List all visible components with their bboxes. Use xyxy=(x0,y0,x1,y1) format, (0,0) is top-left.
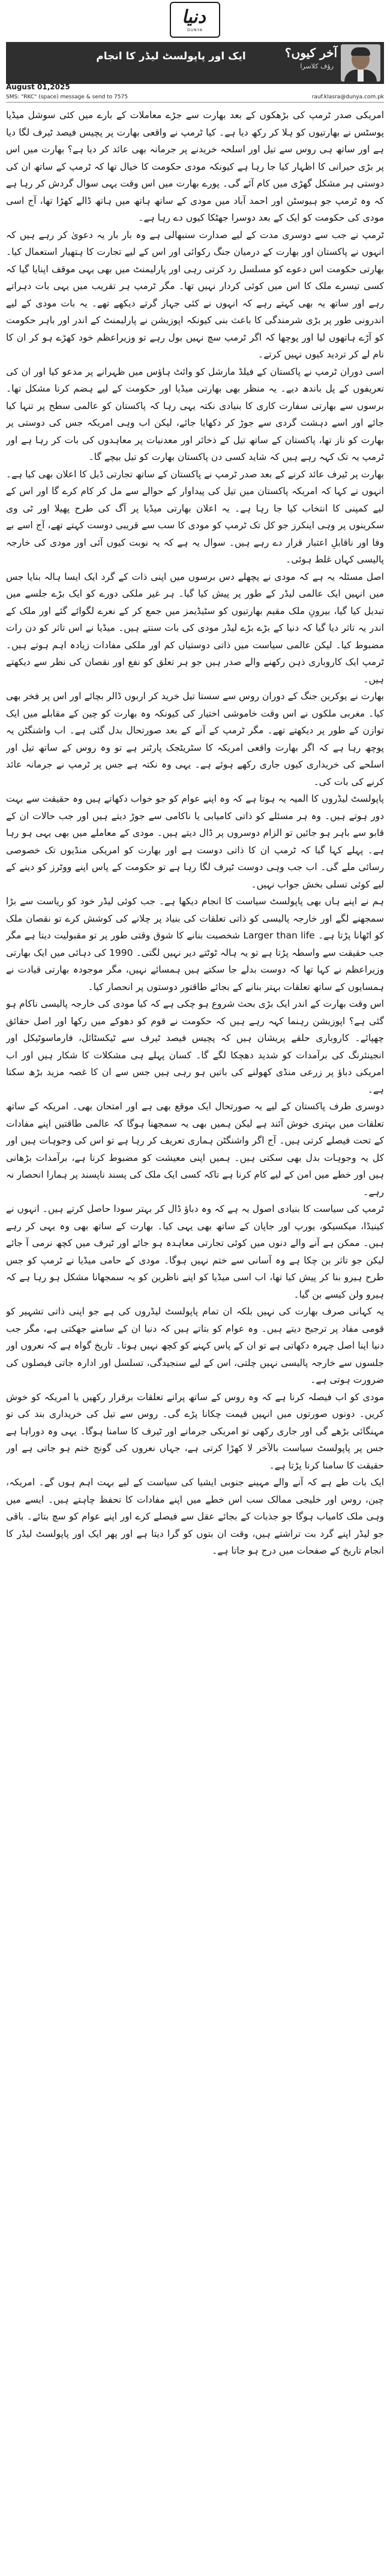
column-name: آخر کیوں؟ xyxy=(284,46,337,60)
paragraph: اس وقت بھارت کے اندر ایک بڑی بحث شروع ہو چکی ہے کہ کیا مودی کی خارجہ پالیسی ناکام ہو گئی ہے؟ اپوزیشن رہنما کہہ رہے ہیں کہ حکومت نے قوم کو دھوکے میں رکھا اور اصل حقائق چھپائے۔ کاروباری حلقے پریشان ہیں کہ پچیس فیصد ٹیرف سے ٹیکسٹائل، فارماسوٹیکل اور انجینئرنگ کی برآمدات کو شدید دھچکا لگے گا۔ کسان پہلے ہی مشکلات کا شکار ہیں اور اب امریکی دباؤ پر زرعی منڈی کھولنے کی باتیں ہو رہی ہیں جس سے ان کا غصہ مزید بڑھ سکتا ہے۔ xyxy=(6,998,384,1095)
paragraph: ٹرمپ کی سیاست کا بنیادی اصول یہ ہے کہ وہ دباؤ ڈال کر بہتر سودا حاصل کرتے ہیں۔ انہوں نے کینیڈا، میکسیکو، یورپ اور جاپان کے ساتھ بھی یہی کیا۔ بھارت کے ساتھ بھی وہ یہی کر رہے ہیں۔ ممکن ہے آنے والے دنوں میں کوئی تجارتی معاہدہ ہو جائے اور ٹیرف میں کچھ نرمی آ جائے لیکن جو تاثر بن چکا ہے وہ آسانی سے ختم نہیں ہوگا۔ مودی کے حامی میڈیا نے ٹرمپ کو جس طرح ہیرو بنا کر پیش کیا تھا، اب اسی میڈیا کو اپنے ناظرین کو یہ سمجھانا مشکل ہو رہا ہے کہ ہیرو ولن کیسے بن گیا۔ xyxy=(6,1203,384,1300)
paragraph: اصل مسئلہ یہ ہے کہ مودی نے پچھلے دس برسوں میں اپنی ذات کے گرد ایک ایسا ہالہ بنایا جس میں انہیں ایک عالمی لیڈر کے طور پر پیش کیا گیا۔ ہر غیر ملکی دورے کو ایک بڑے جلسے میں تبدیل کیا گیا، بیرونِ ملک مقیم بھارتیوں کو سٹیڈیمز میں جمع کر کے نعرے لگوائے گئے اور ملک کے اندر یہ تاثر دیا گیا کہ دنیا کے بڑے بڑے لیڈر مودی کی بات سنتے ہیں۔ میڈیا نے اس تاثر کو دن رات مضبوط کیا۔ لیکن عالمی سیاست میں ذاتی دوستیاں کم اور ملکی مفادات زیادہ اہم ہوتے ہیں۔ ٹرمپ ایک کاروباری ذہن رکھنے والے صدر ہیں جو ہر تعلق کو نفع اور نقصان کی نظر سے دیکھتے ہیں۔ xyxy=(6,571,384,685)
paragraph: امریکی صدر ٹرمپ کی بڑھکوں کے بعد بھارت سے جڑے معاملات کے بارے میں کئی سوشل میڈیا پوسٹس نے بھارتیوں کو ہلا کر رکھ دیا ہے۔ کیا ٹرمپ نے واقعی بھارت پر پچیس فیصد ٹیرف لگا دیا ہے اور ساتھ ہی روس سے تیل اور اسلحہ خریدنے پر جرمانہ بھی عائد کر دیا ہے؟ بھارت میں اس پر بڑی حیرانی کا اظہار کیا جا رہا ہے کیونکہ مودی حکومت کا خیال تھا کہ ٹرمپ کے ساتھ ان کی دوستی ہر مشکل گھڑی میں کام آئے گی۔ پورے بھارت میں اس وقت یہی سوال گردش کر رہا ہے کہ وہ ٹرمپ جو ہیوسٹن اور احمد آباد میں مودی کے ساتھ ہاتھ میں ہاتھ ڈالے کھڑا تھا، آج اسی مودی کی حکومت کو ایک کے بعد دوسرا جھٹکا کیوں دے رہا ہے۔ xyxy=(6,110,384,223)
paragraph: اسی دوران ٹرمپ نے پاکستان کے فیلڈ مارشل کو وائٹ ہاؤس میں ظہرانے پر مدعو کیا اور ان کی تعریفوں کے پل باندھ دیے۔ یہ منظر بھی بھارتی میڈیا اور حکومت کے لیے ہضم کرنا مشکل تھا۔ برسوں سے بھارتی سفارت کاری کا بنیادی نکتہ یہی رہا کہ پاکستان کو عالمی سطح پر تنہا کیا جائے اور اسے دہشت گردی سے جوڑ کر دکھایا جائے، لیکن اب وہی امریکہ جس کی دوستی پر بھارت کو ناز تھا، پاکستان کے ساتھ تیل کے ذخائر اور معدنیات پر معاہدوں کی بات کر رہا ہے اور ٹرمپ یہ تک کہہ رہے ہیں کہ شاید کسی دن پاکستان بھارت کو تیل بیچے گا۔ xyxy=(6,366,384,462)
column-header xyxy=(6,42,384,84)
logo-tagline: DUNYA xyxy=(187,28,203,32)
paragraph: مودی کو اب فیصلہ کرنا ہے کہ وہ روس کے ساتھ پرانے تعلقات برقرار رکھیں یا امریکہ کو خوش کریں۔ دونوں صورتوں میں انہیں قیمت چکانا پڑے گی۔ روس سے تیل کی خریداری بند کی تو مہنگائی بڑھے گی اور جاری رکھی تو امریکی جرمانے اور ٹیرف کا سامنا ہوگا۔ یہی وہ دوراہا ہے جس پر پاپولسٹ سیاست بالآخر لا کھڑا کرتی ہے، جہاں نعروں کی گونج ختم ہو جاتی ہے اور حقیقت کا سامنا کرنا پڑتا ہے۔ xyxy=(6,1391,384,1471)
columnist-name: رؤف کلاسرا xyxy=(300,62,334,70)
paragraph: بھارت پر ٹیرف عائد کرنے کے بعد صدر ٹرمپ نے پاکستان کے ساتھ تجارتی ڈیل کا اعلان بھی کیا ہے۔ انہوں نے کہا کہ امریکہ پاکستان میں تیل کی پیداوار کے حوالے سے مل کر کام کرے گا اور اس کے لیے کمپنی کا انتخاب کیا جا رہا ہے۔ یہ اعلان بھارتی میڈیا پر آگ کی طرح پھیلا اور ٹی وی سکرینوں پر وہی اینکرز جو کل تک ٹرمپ کو مودی کا سب سے قریبی دوست کہتے تھے، آج اسے بے وفا اور ناقابلِ اعتبار قرار دے رہے ہیں۔ سوال یہ ہے کہ یہ نوبت کیوں آئی اور مودی کی خارجہ پالیسی کہاں غلط ہوئی۔ xyxy=(6,468,384,565)
logo-script: دنیا xyxy=(181,6,209,28)
columnist-photo xyxy=(341,44,380,82)
publish-date: August 01,2025 xyxy=(6,83,70,91)
contact-strip xyxy=(6,92,384,103)
article-body xyxy=(6,107,384,2570)
paragraph: بھارت نے یوکرین جنگ کے دوران روس سے سستا تیل خرید کر اربوں ڈالر بچائے اور اس پر فخر بھی کیا۔ مغربی ملکوں نے اس وقت خاموشی اختیار کی کیونکہ وہ بھارت کو چین کے مقابلے میں ایک توازن کے طور پر دیکھتے تھے۔ مگر ٹرمپ کے آنے کے بعد صورتحال بدل گئی ہے۔ اب واشنگٹن یہ پوچھ رہا ہے کہ اگر بھارت واقعی امریکہ کا سٹریٹجک پارٹنر ہے تو وہ روس کے ساتھ تیل اور اسلحے کی خریداری کیوں جاری رکھے ہوئے ہے۔ یہی وہ نکتہ ہے جس پر ٹرمپ نے جرمانہ عائد کرنے کی بات کی۔ xyxy=(6,691,384,787)
paragraph: دوسری طرف پاکستان کے لیے یہ صورتحال ایک موقع بھی ہے اور امتحان بھی۔ امریکہ کے ساتھ تعلقات میں بہتری خوش آئند ہے لیکن ہمیں بھی یہ سمجھنا ہوگا کہ عالمی طاقتیں اپنے مفادات کے تحت فیصلے کرتی ہیں۔ آج اگر واشنگٹن ہماری تعریف کر رہا ہے تو اس کی وجوہات ہیں اور کل یہ وجوہات بدل بھی سکتی ہیں۔ ہمیں اپنی معیشت کو مضبوط کرنا ہے، برآمدات بڑھانی ہیں اور خطے میں امن کے لیے کام کرنا ہے تاکہ کسی ایک ملک کی پسند ناپسند پر ہمارا انحصار نہ رہے۔ xyxy=(6,1101,384,1197)
sms-line: SMS: "RKC" (space) message & send to 7575 xyxy=(6,94,128,100)
newspaper-logo xyxy=(170,2,220,38)
paragraph: ٹرمپ نے جب سے دوسری مدت کے لیے صدارت سنبھالی ہے وہ بار بار یہ دعویٰ کر رہے ہیں کہ انہوں نے پاکستان اور بھارت کے درمیان جنگ رکوائی اور اس کے لیے تجارت کا ہتھیار استعمال کیا۔ بھارتی حکومت اس دعوے کو مسلسل رد کرتی رہی اور پارلیمنٹ میں بھی یہی موقف اپنایا گیا کہ کسی تیسرے ملک کا اس میں کوئی کردار نہیں تھا۔ مگر ٹرمپ ہر تقریب میں یہی بات دہراتے رہے اور ساتھ یہ بھی کہتے رہے کہ انہوں نے کئی جہاز گرتے دیکھے تھے۔ یہ بات مودی کے لیے اندرونی طور پر بڑی شرمندگی کا باعث بنی کیونکہ اپوزیشن نے پارلیمنٹ کے اندر اور باہر حکومت کو آڑے ہاتھوں لیا اور پوچھا کہ اگر ٹرمپ سچ نہیں بول رہے تو وزیراعظم خود کھڑے ہو کر ان کا نام لے کر تردید کیوں نہیں کرتے۔ xyxy=(6,229,384,360)
paragraph: ہم نے اپنے ہاں بھی پاپولسٹ سیاست کا انجام دیکھا ہے۔ جب کوئی لیڈر خود کو ریاست سے بڑا سمجھنے لگے اور خارجہ پالیسی کو ذاتی تعلقات کی بنیاد پر چلانے کی کوشش کرے تو نقصان ملک کو اٹھانا پڑتا ہے۔ Larger than life شخصیت بنانے کا شوق وقتی طور پر تو مقبولیت دیتا ہے مگر جب حقیقت سے واسطہ پڑتا ہے تو یہ ہالہ ٹوٹتے دیر نہیں لگتی۔ 1990 کی دہائی میں ایک بھارتی وزیراعظم نے کہا تھا کہ دوست بدلے جا سکتے ہیں ہمسائے نہیں، مگر موجودہ بھارتی قیادت نے ہمسایوں کے ساتھ تعلقات بہتر بنانے کے بجائے طاقتور دوستوں پر انحصار کیا۔ xyxy=(6,896,384,992)
masthead xyxy=(0,0,390,40)
paragraph: یہ کہانی صرف بھارت کی نہیں بلکہ ان تمام پاپولسٹ لیڈروں کی ہے جو اپنی ذاتی تشہیر کو قومی مفاد پر ترجیح دیتے ہیں۔ وہ عوام کو بتاتے ہیں کہ دنیا ان کے سامنے جھکتی ہے، مگر جب دنیا اپنا اصل چہرہ دکھاتی ہے تو ان کے پاس کہنے کو کچھ نہیں ہوتا۔ تاریخ گواہ ہے کہ نعروں اور جلسوں سے خارجہ پالیسی نہیں چلتی، اس کے لیے سنجیدگی، تسلسل اور ادارہ جاتی فیصلوں کی ضرورت ہوتی ہے۔ xyxy=(6,1306,384,1385)
paragraph: پاپولسٹ لیڈروں کا المیہ یہ ہوتا ہے کہ وہ اپنے عوام کو جو خواب دکھاتے ہیں وہ حقیقت سے بہت دور ہوتے ہیں۔ وہ ہر مسئلے کو ذاتی کامیابی یا ناکامی سے جوڑ دیتے ہیں اور جب حالات ان کے قابو سے باہر ہو جائیں تو الزام دوسروں پر ڈال دیتے ہیں۔ مودی کے معاملے میں بھی یہی ہو رہا ہے۔ پہلے کہا گیا کہ ٹرمپ ان کا ذاتی دوست ہے اور بھارت کو امریکی منڈیوں تک خصوصی رسائی ملے گی۔ اب جب وہی دوست ٹیرف لگا رہا ہے تو حکومت کے پاس اپنے ووٹرز کو دینے کے لیے کوئی تسلی بخش جواب نہیں۔ xyxy=(6,793,384,890)
headline: ایک اور پاپولسٹ لیڈر کا انجام xyxy=(96,50,246,62)
paragraph: ایک بات طے ہے کہ آنے والے مہینے جنوبی ایشیا کی سیاست کے لیے بہت اہم ہوں گے۔ امریکہ، چین، روس اور خلیجی ممالک سب اس خطے میں اپنے مفادات کا تحفظ چاہتے ہیں۔ ایسے میں وہی ملک کامیاب ہوگا جو جذبات کے بجائے عقل سے فیصلے کرے اور اپنے عوام کو سچ بتائے۔ باقی جو لیڈر اپنے گرد بت تراشتے ہیں، وقت ان بتوں کو گرا دیتا ہے اور پھر ایک اور پاپولسٹ لیڈر کا انجام تاریخ کے صفحات میں درج ہو جاتا ہے۔ xyxy=(6,1477,384,1556)
email-address[interactable]: rauf.klasra@dunya.com.pk xyxy=(311,94,384,100)
